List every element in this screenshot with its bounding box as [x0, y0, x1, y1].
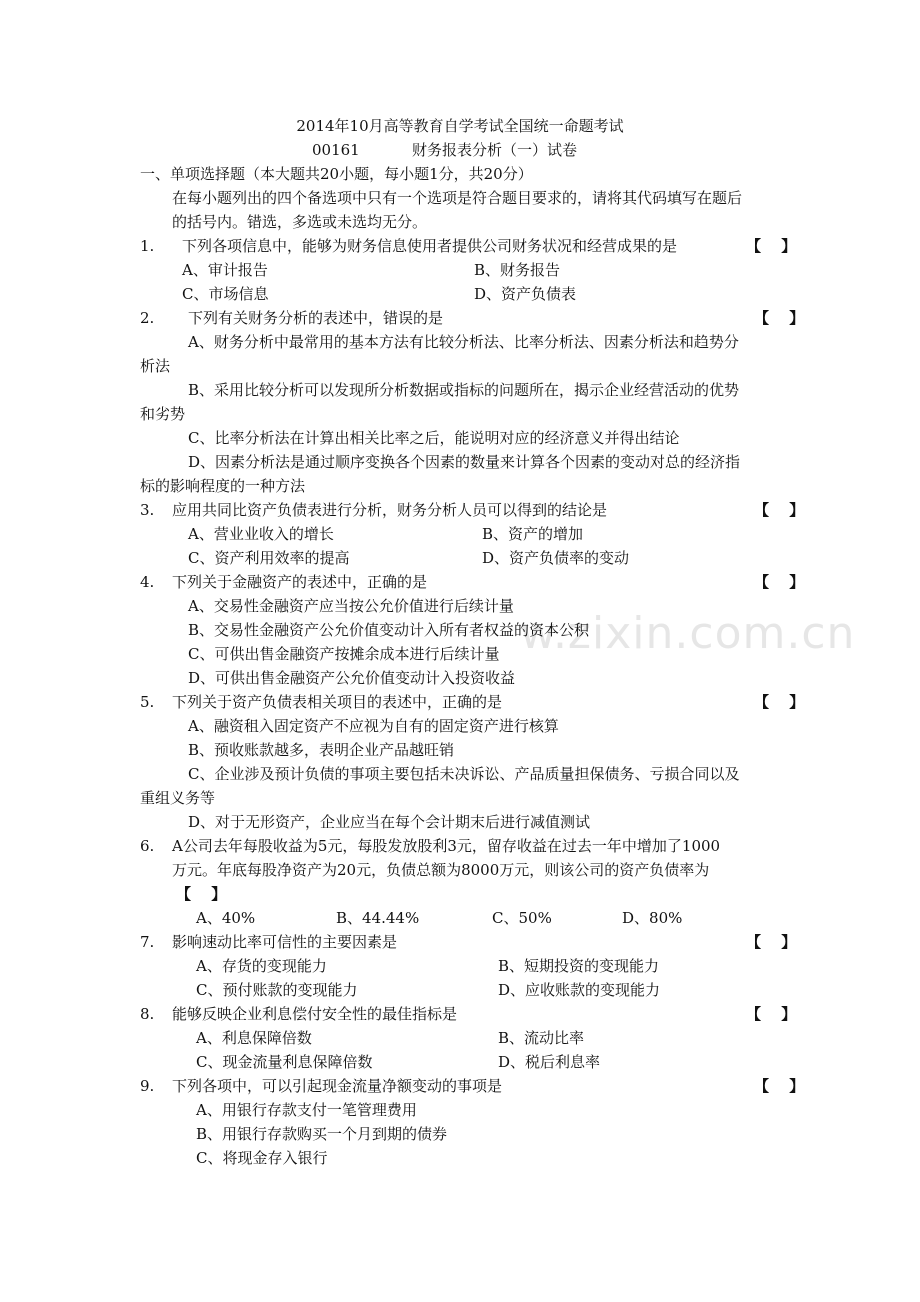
- exam-title: 2014年10月高等教育自学考试全国统一命题考试: [296, 117, 624, 135]
- q2-option-d-line1: D、因素分析法是通过顺序变换各个因素的数量来计算各个因素的变动对总的经济指: [188, 453, 741, 471]
- instruction-line-1: 在每小题列出的四个备选项中只有一个选项是符合题目要求的，请将其代码填写在题后: [172, 189, 743, 207]
- q7-option-d: D、应收账款的变现能力: [498, 981, 661, 999]
- answer-bracket: 【 】: [754, 1077, 805, 1095]
- q8-option-b: B、流动比率: [498, 1029, 585, 1047]
- q1-option-d: D、资产负债表: [474, 285, 577, 303]
- q6-option-d: D、80%: [622, 909, 683, 927]
- question-5-stem: 下列关于资产负债表相关项目的表述中，正确的是: [172, 693, 503, 711]
- question-9-number: 9.: [140, 1077, 155, 1095]
- q3-option-b: B、资产的增加: [482, 525, 584, 543]
- q8-option-c: C、现金流量利息保障倍数: [196, 1053, 373, 1071]
- q6-option-b: B、44.44%: [336, 909, 420, 927]
- question-1-number: 1.: [140, 237, 155, 255]
- q5-option-b: B、预收账款越多，表明企业产品越旺销: [188, 741, 455, 759]
- course-code: 00161: [312, 141, 360, 159]
- question-7-number: 7.: [140, 933, 155, 951]
- q2-option-c: C、比率分析法在计算出相关比率之后，能说明对应的经济意义并得出结论: [188, 429, 680, 447]
- watermark: w.zixin.com.cn: [520, 608, 856, 659]
- question-6-number: 6.: [140, 837, 155, 855]
- q9-option-c: C、将现金存入银行: [196, 1149, 328, 1167]
- question-3-stem: 应用共同比资产负债表进行分析，财务分析人员可以得到的结论是: [172, 501, 608, 519]
- question-5-number: 5.: [140, 693, 155, 711]
- question-6-stem-line1: A公司去年每股收益为5元，每股发放股利3元，留存收益在过去一年中增加了1000: [172, 837, 721, 855]
- question-9-stem: 下列各项中，可以引起现金流量净额变动的事项是: [172, 1077, 503, 1095]
- q7-option-b: B、短期投资的变现能力: [498, 957, 660, 975]
- answer-bracket: 【 】: [754, 309, 805, 327]
- q3-option-a: A、营业业收入的增长: [188, 525, 334, 543]
- q2-option-b-line1: B、采用比较分析可以发现所分析数据或指标的问题所在，揭示企业经营活动的优势: [188, 381, 740, 399]
- section-heading: 一、单项选择题（本大题共20小题，每小题1分，共20分）: [140, 165, 533, 183]
- q5-option-a: A、融资租入固定资产不应视为自有的固定资产进行核算: [188, 717, 559, 735]
- q2-option-a-line1: A、财务分析中最常用的基本方法有比较分析法、比率分析法、因素分析法和趋势分: [188, 333, 739, 351]
- q9-option-a: A、用银行存款支付一笔管理费用: [196, 1101, 417, 1119]
- question-2-number: 2.: [140, 309, 155, 327]
- q5-option-c-line1: C、企业涉及预计负债的事项主要包括未决诉讼、产品质量担保债务、亏损合同以及: [188, 765, 740, 783]
- question-4-stem: 下列关于金融资产的表述中，正确的是: [172, 573, 428, 591]
- answer-bracket: 【 】: [754, 501, 805, 519]
- answer-bracket: 【 】: [746, 933, 797, 951]
- question-3-number: 3.: [140, 501, 155, 519]
- question-6-stem-line2: 万元。年底每股净资产为20元，负债总额为8000万元，则该公司的资产负债率为: [172, 861, 710, 879]
- q8-option-a: A、利息保障倍数: [196, 1029, 312, 1047]
- q7-option-c: C、预付账款的变现能力: [196, 981, 358, 999]
- q4-option-c: C、可供出售金融资产按摊余成本进行后续计量: [188, 645, 500, 663]
- question-2-stem: 下列有关财务分析的表述中，错误的是: [188, 309, 444, 327]
- instruction-line-2: 的括号内。错选，多选或未选均无分。: [172, 213, 428, 231]
- q1-option-b: B、财务报告: [474, 261, 561, 279]
- course-name: 财务报表分析（一）试卷: [412, 141, 578, 159]
- q2-option-d-line2: 标的影响程度的一种方法: [140, 477, 306, 495]
- answer-bracket: 【 】: [746, 1005, 797, 1023]
- answer-bracket: 【 】: [176, 885, 227, 903]
- q4-option-d: D、可供出售金融资产公允价值变动计入投资收益: [188, 669, 516, 687]
- q6-option-c: C、50%: [492, 909, 552, 927]
- question-4-number: 4.: [140, 573, 155, 591]
- q6-option-a: A、40%: [196, 909, 256, 927]
- answer-bracket: 【 】: [746, 237, 797, 255]
- q1-option-c: C、市场信息: [182, 285, 269, 303]
- q8-option-d: D、税后利息率: [498, 1053, 601, 1071]
- q1-option-a: A、审计报告: [182, 261, 268, 279]
- question-1-stem: 下列各项信息中，能够为财务信息使用者提供公司财务状况和经营成果的是: [182, 237, 678, 255]
- q2-option-a-line2: 析法: [140, 357, 171, 375]
- answer-bracket: 【 】: [754, 693, 805, 711]
- q5-option-d: D、对于无形资产，企业应当在每个会计期末后进行减值测试: [188, 813, 591, 831]
- q4-option-b: B、交易性金融资产公允价值变动计入所有者权益的资本公积: [188, 621, 590, 639]
- q5-option-c-line2: 重组义务等: [140, 789, 216, 807]
- q2-option-b-line2: 和劣势: [140, 405, 186, 423]
- q3-option-d: D、资产负债率的变动: [482, 549, 630, 567]
- question-8-stem: 能够反映企业利息偿付安全性的最佳指标是: [172, 1005, 458, 1023]
- answer-bracket: 【 】: [754, 573, 805, 591]
- question-7-stem: 影响速动比率可信性的主要因素是: [172, 933, 398, 951]
- q3-option-c: C、资产利用效率的提高: [188, 549, 350, 567]
- q9-option-b: B、用银行存款购买一个月到期的债券: [196, 1125, 448, 1143]
- q4-option-a: A、交易性金融资产应当按公允价值进行后续计量: [188, 597, 514, 615]
- q7-option-a: A、存货的变现能力: [196, 957, 327, 975]
- question-8-number: 8.: [140, 1005, 155, 1023]
